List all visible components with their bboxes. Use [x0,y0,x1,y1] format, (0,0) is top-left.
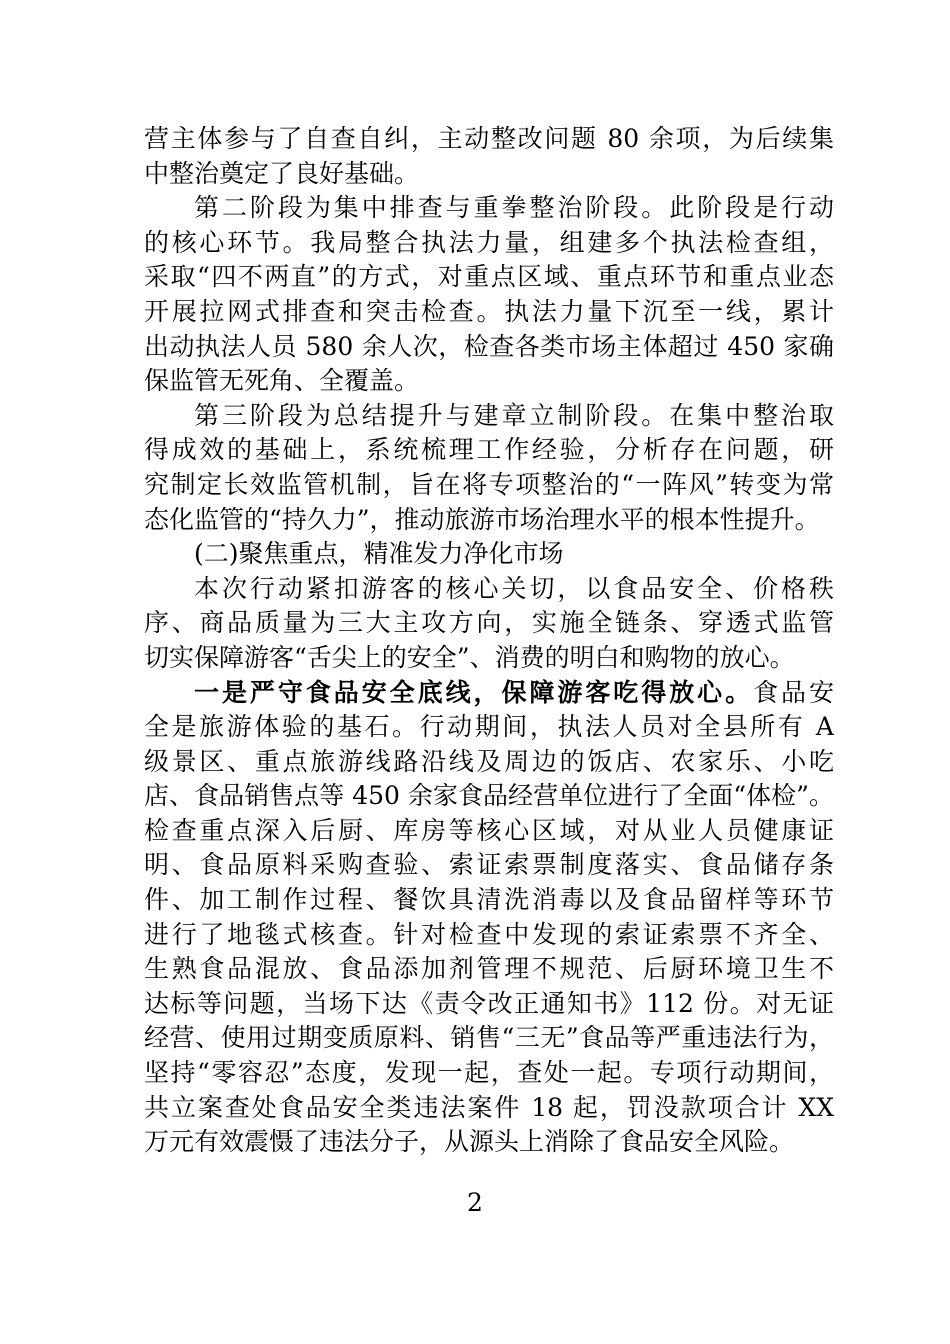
text-line: 中整治奠定了良好基础。 [144,158,420,188]
text-line: 的核心环节。我局整合执法力量，组建多个执法检查组， [144,227,834,257]
text-line: 开展拉网式排查和突击检查。执法力量下沉至一线，累计 [144,296,834,326]
text-line: 生熟食品混放、食品添加剂管理不规范、后厨环境卫生不 [144,954,834,984]
text-line: 得成效的基础上，系统梳理工作经验，分析存在问题，研 [144,435,834,465]
text-line: 态化监管的“持久力”，推动旅游市场治理水平的根本性提升。 [144,504,820,534]
text-line: 坚持“零容忍”态度，发现一起，查处一起。专项行动期间， [144,1058,834,1088]
section-heading: (二)聚焦重点，精准发力净化市场 [194,539,564,569]
text-line: 全是旅游体验的基石。行动期间，执法人员对全县所有 A [144,712,834,742]
text-line: 营主体参与了自查自纠，主动整改问题 80 余项，为后续集 [144,124,834,153]
text-line: 究制定长效监管机制，旨在将专项整治的“一阵风”转变为常 [144,469,834,499]
text-line: 明、食品原料采购查验、索证索票制度落实、食品储存条 [144,850,834,880]
text-line: 万元有效震慑了违法分子，从源头上消除了食品安全风险。 [144,1127,795,1157]
text-line: 切实保障游客“舌尖上的安全”、消费的明白和购物的放心。 [144,642,795,672]
text-line: 序、商品质量为三大主攻方向，实施全链条、穿透式监管 [144,608,834,638]
body-text [144,122,834,1160]
paragraph-start-food-safety [144,676,834,711]
text-line: 级景区、重点旅游线路沿线及周边的饭店、农家乐、小吃 [144,746,834,776]
text-line: 检查重点深入后厨、库房等核心区域，对从业人员健康证 [144,815,834,845]
text-line: 件、加工制作过程、餐饮具清洗消毒以及食品留样等环节 [144,885,834,915]
text-line: 共立案查处食品安全类违法案件 18 起，罚没款项合计 XX [144,1092,834,1122]
text-line: 经营、使用过期变质原料、销售“三无”食品等严重违法行为， [144,1023,834,1053]
text-line: 出动执法人员 580 余人次，检查各类市场主体超过 450 家确 [144,331,834,361]
text-line: 进行了地毯式核查。针对检查中发现的索证索票不齐全、 [144,919,834,949]
text-line: 达标等问题，当场下达《责令改正通知书》112 份。对无证 [144,988,834,1018]
page-number: 2 [467,1188,483,1217]
paragraph-start-stage-three: 第三阶段为总结提升与建章立制阶段。在集中整治取 [194,400,834,430]
paragraph-start-focus: 本次行动紧扣游客的核心关切，以食品安全、价格秩 [194,573,834,603]
bold-lead-sentence: 一是严守食品安全底线，保障游客吃得放心。 [194,677,754,707]
text-run: 食品安 [753,677,834,707]
text-line: 采取“四不两直”的方式，对重点区域、重点环节和重点业态 [144,262,834,292]
text-line: 店、食品销售点等 450 余家食品经营单位进行了全面“体检”。 [144,781,834,811]
text-line: 保监管无死角、全覆盖。 [144,366,420,396]
paragraph-start-stage-two: 第二阶段为集中排查与重拳整治阶段。此阶段是行动 [194,193,834,223]
